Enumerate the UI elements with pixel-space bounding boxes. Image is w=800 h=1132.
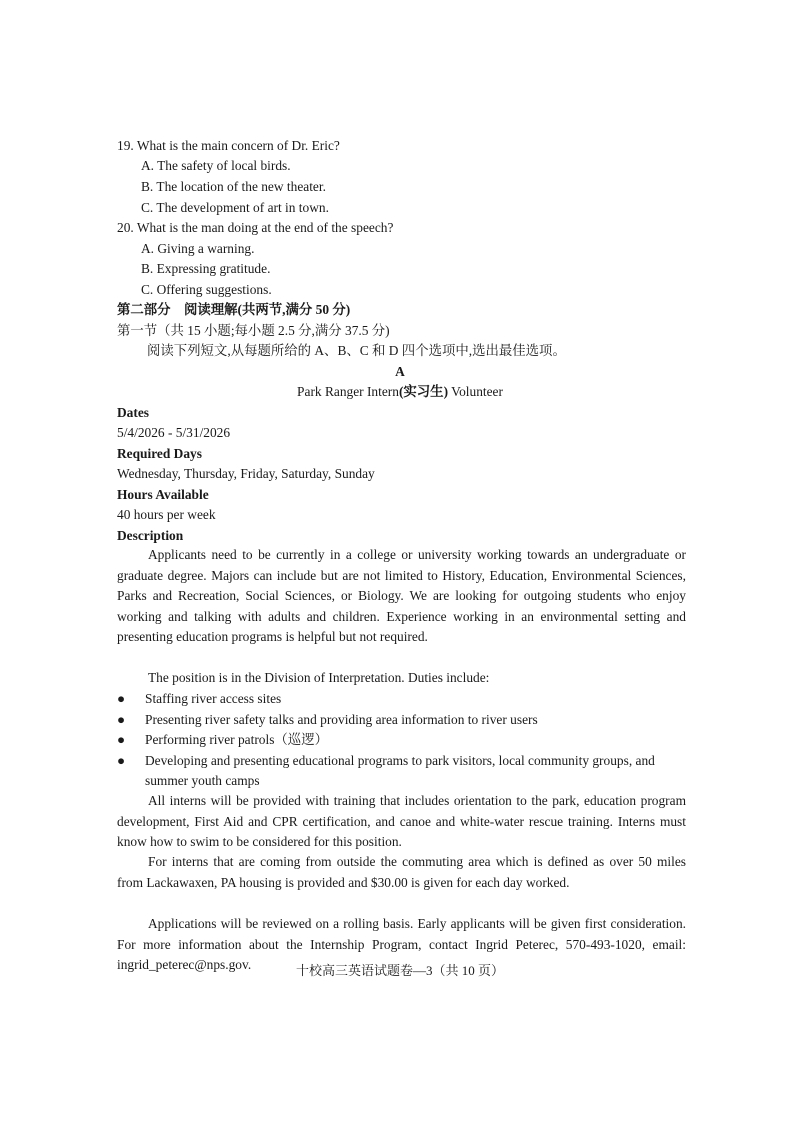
duty-text: Performing river patrols（巡逻） [145, 732, 328, 748]
required-days-value: Wednesday, Thursday, Friday, Saturday, Sunday [117, 466, 375, 481]
description-label: Description [117, 528, 184, 543]
paragraph-4-text: For interns that are coming from outside the commuting area which is defined as over 50 miles from Lackawaxen, PA housing is provided and $30.00 is given for each day worked. [117, 854, 686, 890]
bullet-icon: ● [117, 732, 126, 748]
part-heading: 第二部分 阅读理解(共两节,满分 50 分) [117, 302, 351, 317]
question-20-option-a: A. Giving a warning. [141, 241, 255, 256]
passage-title-prefix: Park Ranger Intern [297, 384, 399, 399]
question-19-option-a: A. The safety of local birds. [141, 158, 291, 173]
passage-title-cn: (实习生) [398, 384, 449, 399]
duties-list [117, 689, 686, 792]
duty-text: Developing and presenting educational programs to park visitors, local community groups, and summer youth camps [145, 752, 655, 789]
paragraph-2-text: The position is in the Division of Interpretation. Duties include: [148, 670, 490, 685]
dates-value: 5/4/2026 - 5/31/2026 [117, 425, 231, 440]
page-footer: 十校高三英语试题卷—3（共 10 页） [295, 963, 504, 978]
list-item [117, 710, 686, 731]
question-20-option-b: B. Expressing gratitude. [141, 261, 271, 276]
list-item [117, 689, 686, 710]
passage-letter: A [395, 364, 405, 379]
instruction-text: 阅读下列短文,从每题所给的 A、B、C 和 D 四个选项中,选出最佳选项。 [147, 343, 566, 358]
passage-title [0, 383, 800, 401]
duty-text: Presenting river safety talks and providing area information to river users [145, 711, 538, 727]
paragraph-3-text: All interns will be provided with training that includes orientation to the park, education program development, First Aid and CPR certification, and canoe and white-water rescue training. Interns must know how to swim to be considered for this position. [117, 793, 686, 850]
description-paragraph-4 [117, 852, 686, 893]
question-19-option-b: B. The location of the new theater. [141, 179, 326, 194]
hours-value: 40 hours per week [117, 507, 216, 522]
bullet-icon: ● [117, 752, 126, 768]
question-19-option-c: C. The development of art in town. [141, 200, 329, 215]
question-19-stem: 19. What is the main concern of Dr. Eric? [117, 138, 340, 153]
hours-label: Hours Available [117, 487, 209, 502]
bullet-icon: ● [117, 711, 126, 727]
paragraph-5-text: Applications will be reviewed on a rolling basis. Early applicants will be given first consideration. For more information about the Internship Program, contact Ingrid Peterec, 570-493-1020, email: ingrid_peterec@nps.gov. [117, 916, 686, 973]
description-paragraph-2 [117, 668, 686, 689]
question-20-option-c: C. Offering suggestions. [141, 282, 272, 297]
passage-title-suffix: Volunteer [448, 384, 503, 399]
description-paragraph-3 [117, 791, 686, 853]
bullet-icon: ● [117, 691, 126, 706]
section-heading: 第一节（共 15 小题;每小题 2.5 分,满分 37.5 分) [117, 323, 390, 338]
description-paragraph-1 [117, 545, 686, 648]
paragraph-1-text: Applicants need to be currently in a college or university working towards an undergraduate or graduate degree. Majors can include but are not limited to History, Education, Environmental Sciences, Parks and Recreation, Social Sciences, or Biology. We are looking for outgoing students who enjoy working and talking with adults and children. Experience working in an environmental setting and presenting education programs is helpful but not required. [117, 547, 686, 645]
list-item [117, 751, 686, 792]
duty-text: Staffing river access sites [145, 691, 282, 706]
required-days-label: Required Days [117, 446, 202, 461]
list-item [117, 730, 686, 751]
question-20-stem: 20. What is the man doing at the end of the speech? [117, 220, 394, 235]
dates-label: Dates [117, 405, 149, 420]
